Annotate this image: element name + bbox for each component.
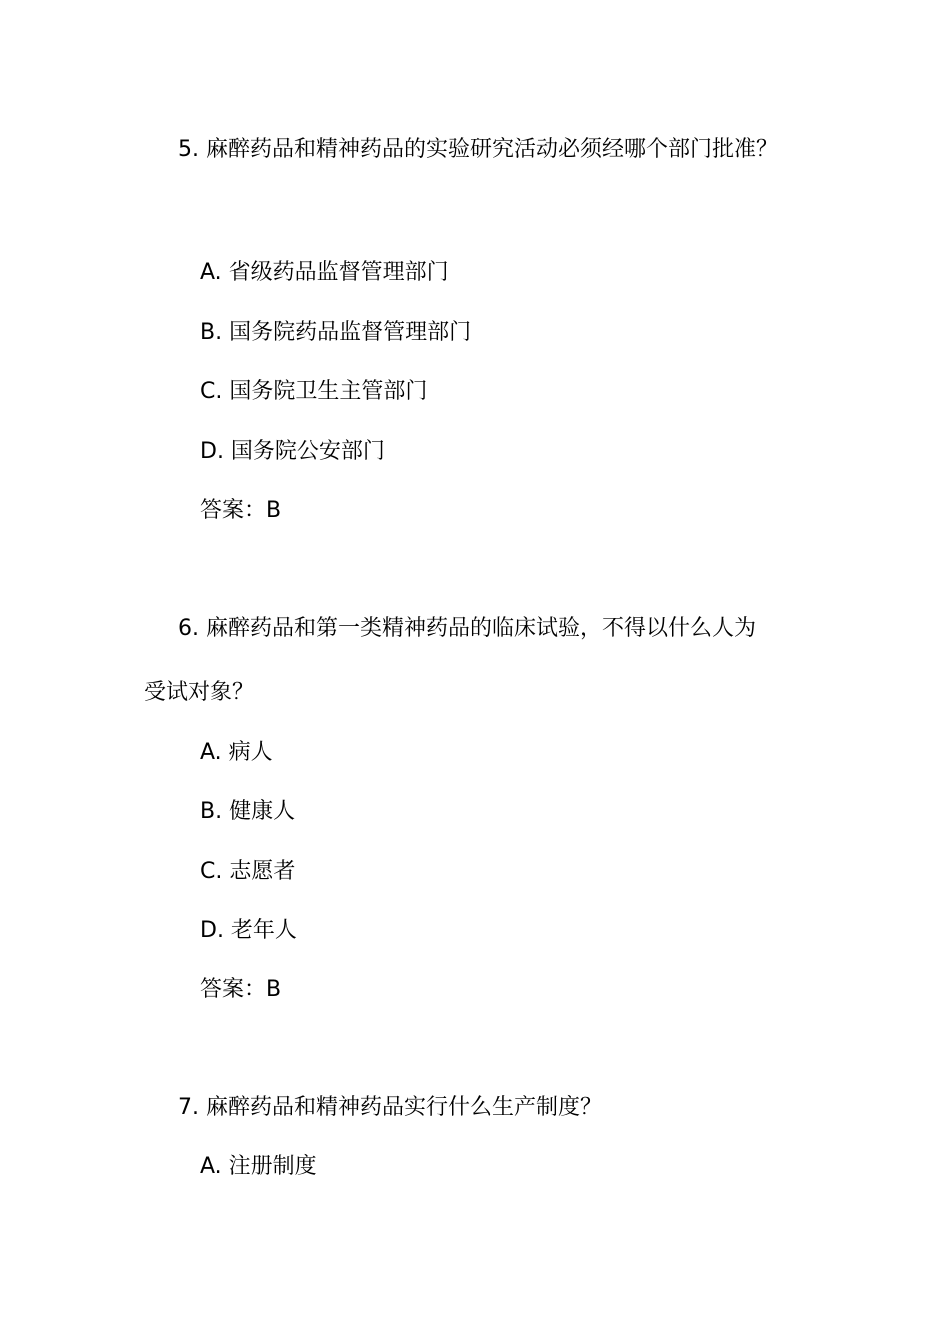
question-6-text: 6. 麻醉药品和第一类精神药品的临床试验，不得以什么人为 <box>178 616 756 641</box>
question-6-option-b: B. 健康人 <box>200 799 296 824</box>
question-6-option-d: D. 老年人 <box>200 918 297 943</box>
question-7-option-a: A. 注册制度 <box>200 1154 317 1179</box>
question-6-option-c: C. 志愿者 <box>200 859 296 884</box>
question-5-option-d: D. 国务院公安部门 <box>200 439 385 464</box>
question-5-option-c: C. 国务院卫生主管部门 <box>200 379 428 404</box>
question-5-text: 5. 麻醉药品和精神药品的实验研究活动必须经哪个部门批准？ <box>178 137 778 162</box>
question-5-answer: 答案：B <box>200 498 282 523</box>
question-7-text: 7. 麻醉药品和精神药品实行什么生产制度？ <box>178 1095 602 1120</box>
question-5-option-a: A. 省级药品监督管理部门 <box>200 260 449 285</box>
question-6-answer: 答案：B <box>200 977 282 1002</box>
question-5-option-b: B. 国务院药品监督管理部门 <box>200 320 472 345</box>
question-6-option-a: A. 病人 <box>200 740 273 765</box>
question-6-text-continuation: 受试对象？ <box>144 680 255 705</box>
